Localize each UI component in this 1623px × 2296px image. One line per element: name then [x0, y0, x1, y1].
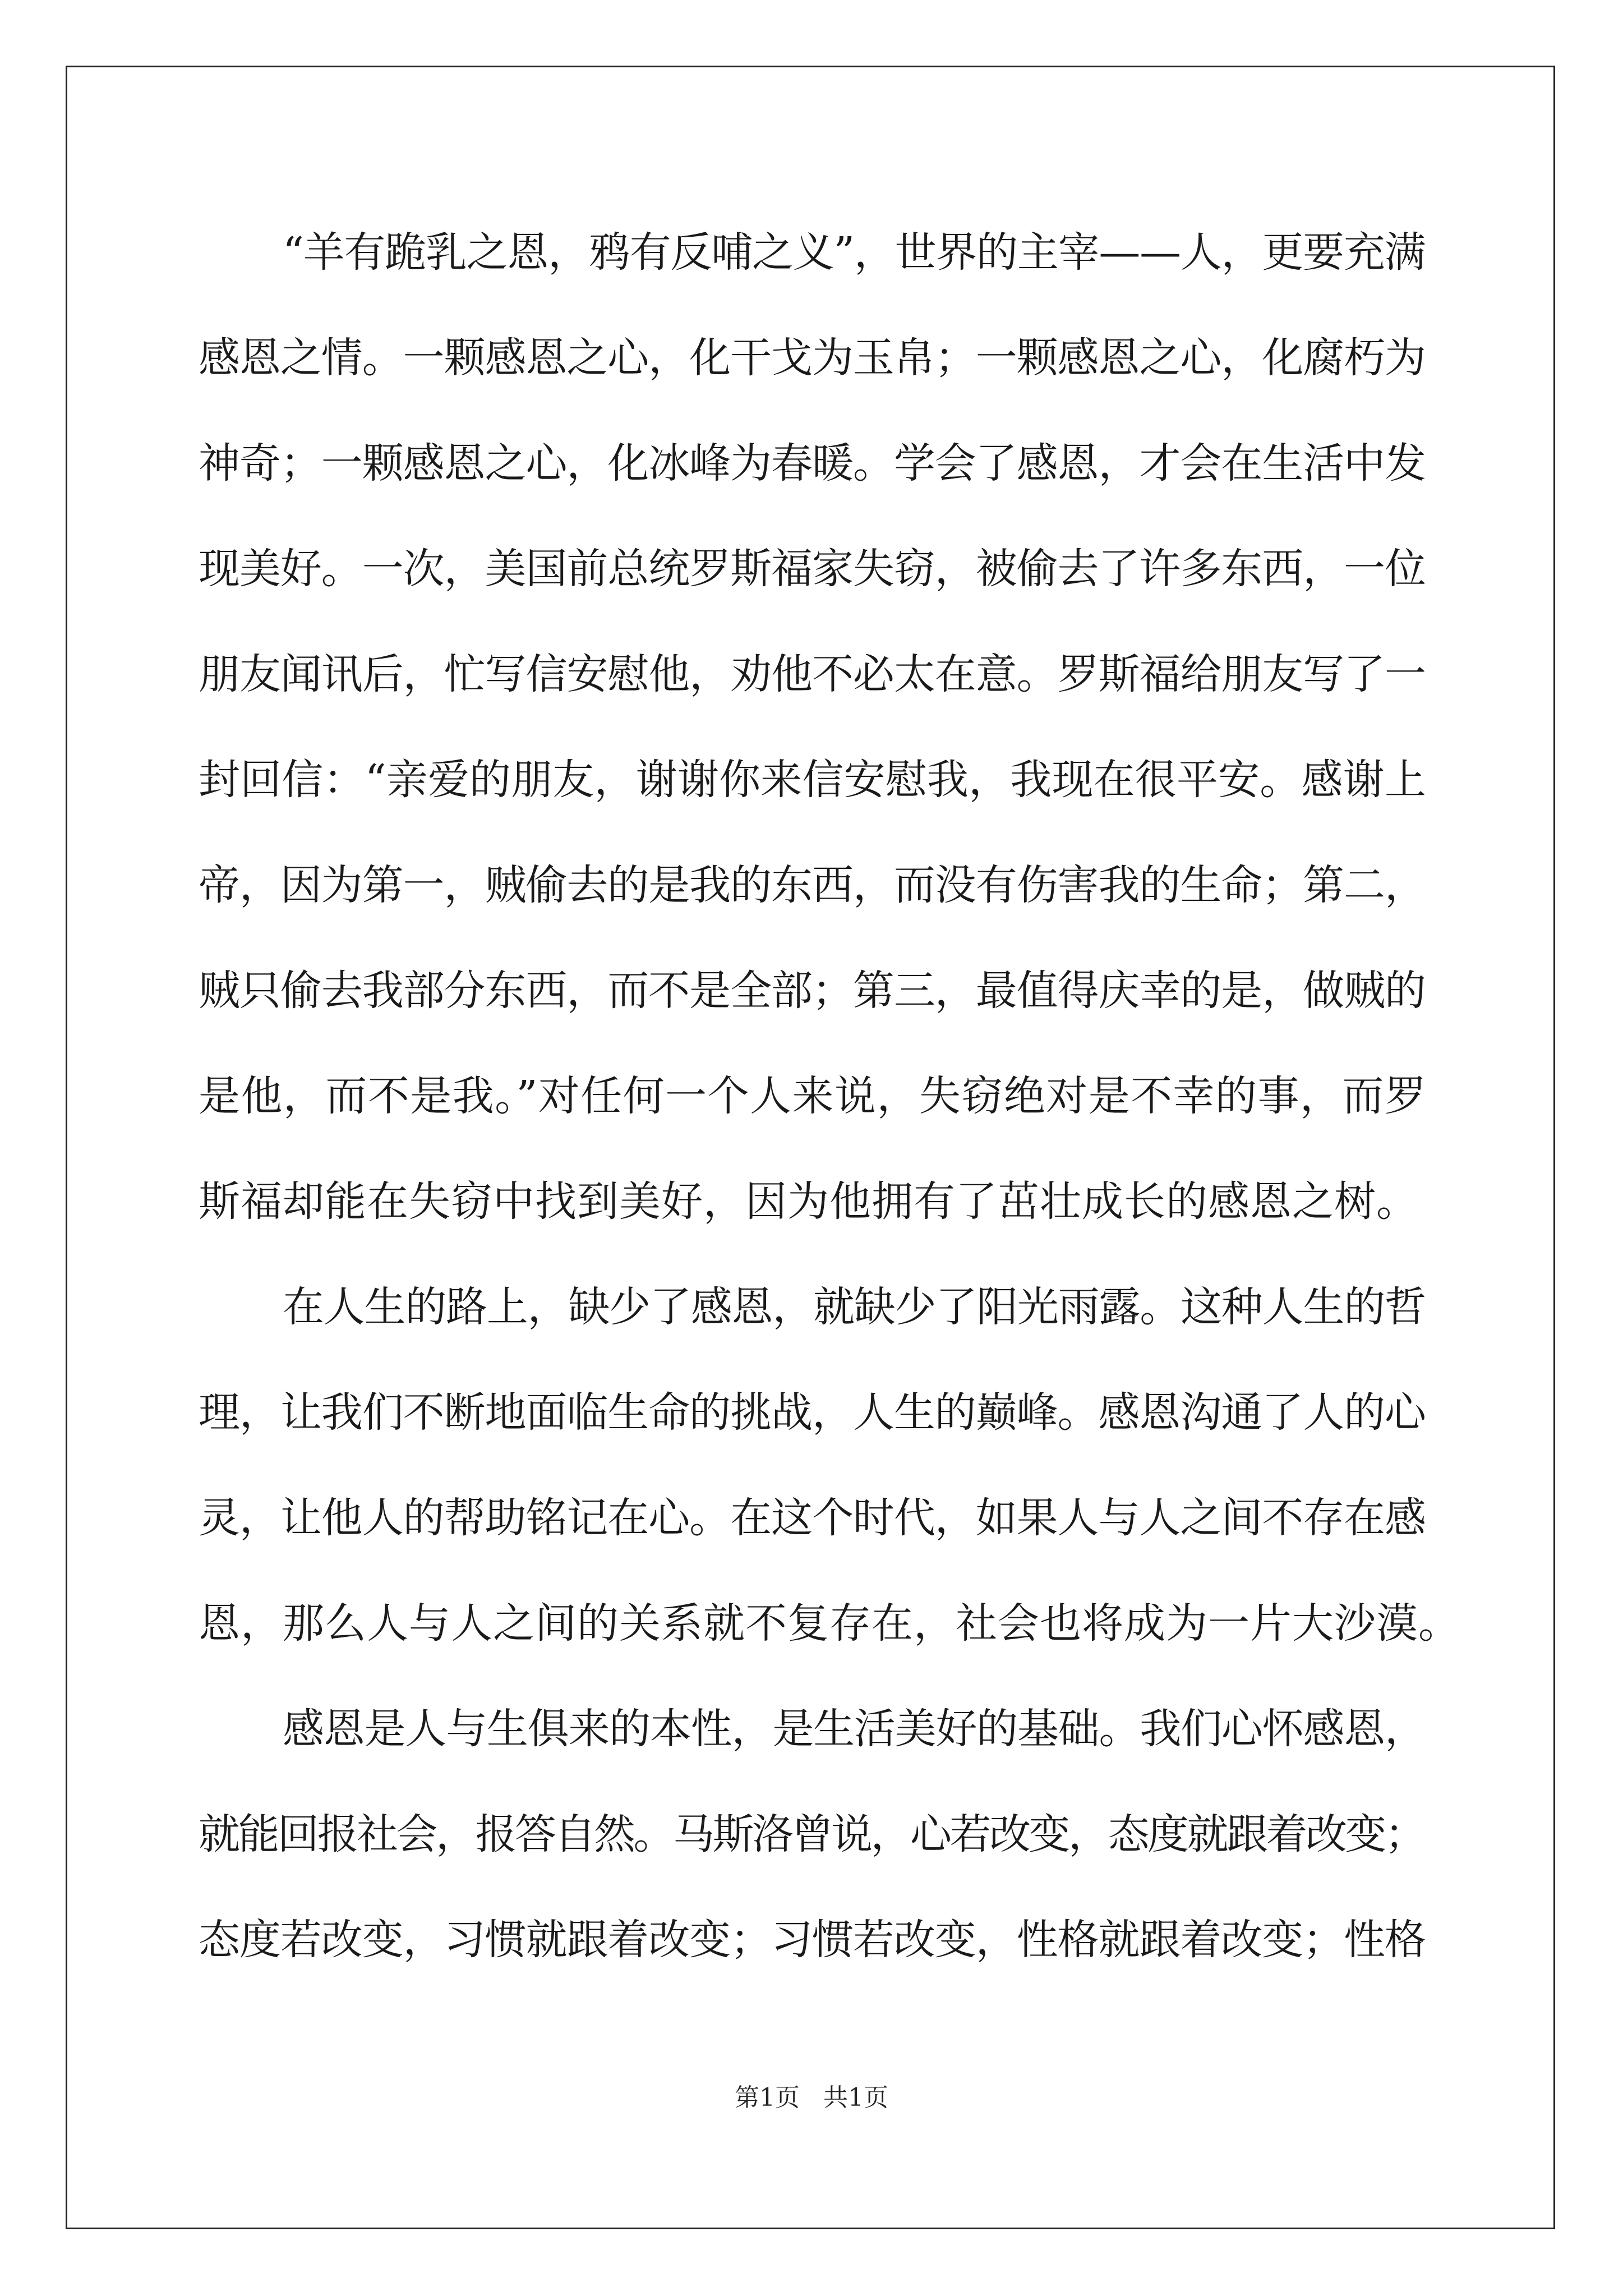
paragraph-1-line-9: 是他，而不是我。”对任何一个人来说，失窃绝对是不幸的事，而罗 — [199, 1072, 1427, 1120]
paragraph-2-line-3: 灵，让他人的帮助铭记在心。在这个时代，如果人与人之间不存在感 — [199, 1494, 1426, 1542]
paragraph-2-line-4: 恩，那么人与人之间的关系就不复存在，社会也将成为一片大沙漠。 — [199, 1599, 1460, 1648]
paragraph-1-line-8: 贼只偷去我部分东西，而不是全部；第三，最值得庆幸的是，做贼的 — [199, 967, 1426, 1015]
paragraph-3-line-2: 就能回报社会，报答自然。马斯洛曾说，心若改变，态度就跟着改变； — [199, 1810, 1424, 1858]
paragraph-1-line-6: 封回信：“亲爱的朋友，谢谢你来信安慰我，我现在很平安。感谢上 — [199, 756, 1426, 804]
paragraph-3-line-1: 感恩是人与生俱来的本性，是生活美好的基础。我们心怀感恩， — [283, 1705, 1426, 1753]
paragraph-1-line-1: “羊有跪乳之恩，鸦有反哺之义”，世界的主宰——人，更要充满 — [283, 228, 1426, 277]
paragraph-1-line-7: 帝，因为第一，贼偷去的是我的东西，而没有伤害我的生命；第二， — [199, 861, 1426, 909]
paragraph-1-line-3: 神奇；一颗感恩之心，化冰峰为春暖。学会了感恩，才会在生活中发 — [199, 439, 1426, 487]
page-number-footer: 第1页 共1页 — [735, 2083, 888, 2112]
paragraph-3-line-3: 态度若改变，习惯就跟着改变；习惯若改变，性格就跟着改变；性格 — [199, 1916, 1426, 1964]
paragraph-1-line-10: 斯福却能在失窃中找到美好，因为他拥有了茁壮成长的感恩之树。 — [199, 1177, 1418, 1226]
paragraph-1-line-4: 现美好。一次，美国前总统罗斯福家失窃，被偷去了许多东西，一位 — [199, 545, 1426, 593]
paragraph-2-line-1: 在人生的路上，缺少了感恩，就缺少了阳光雨露。这种人生的哲 — [283, 1283, 1426, 1331]
paragraph-1-line-2: 感恩之情。一颗感恩之心，化干戈为玉帛；一颗感恩之心，化腐朽为 — [199, 334, 1426, 382]
paragraph-2-line-2: 理，让我们不断地面临生命的挑战，人生的巅峰。感恩沟通了人的心 — [199, 1388, 1426, 1437]
paragraph-1-line-5: 朋友闻讯后，忙写信安慰他，劝他不必太在意。罗斯福给朋友写了一 — [199, 650, 1426, 698]
